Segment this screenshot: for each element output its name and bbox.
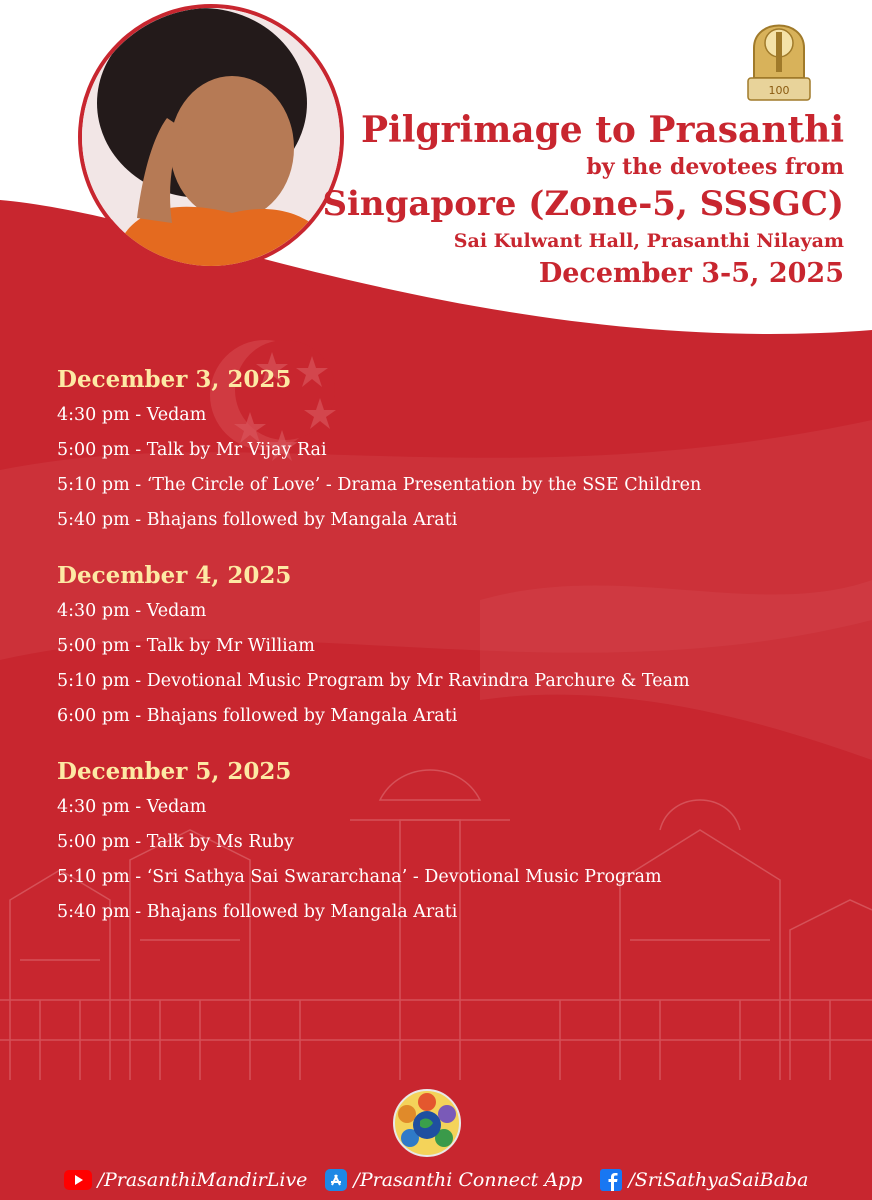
- app-link[interactable]: [325, 1169, 582, 1191]
- group-name: Singapore (Zone-5, SSSGC): [322, 184, 844, 224]
- title-block: [322, 108, 844, 292]
- day-heading: December 5, 2025: [57, 758, 292, 785]
- schedule-item: 4:30 pm - Vedam: [57, 405, 207, 425]
- centenary-emblem: [744, 8, 814, 108]
- schedule-item: 4:30 pm - Vedam: [57, 601, 207, 621]
- day-heading: December 3, 2025: [57, 366, 292, 393]
- venue: Sai Kulwant Hall, Prasanthi Nilayam: [453, 230, 844, 252]
- youtube-icon: [64, 1170, 92, 1190]
- page-title: Pilgrimage to Prasanthi: [360, 109, 844, 151]
- day-section: [57, 362, 701, 538]
- day-section: [57, 754, 701, 930]
- schedule-item: 5:00 pm - Talk by Mr Vijay Rai: [57, 440, 327, 460]
- app-store-icon: [325, 1169, 347, 1191]
- page-subtitle: by the devotees from: [586, 154, 844, 180]
- event-dates: December 3-5, 2025: [538, 258, 844, 289]
- schedule-item: 5:40 pm - Bhajans followed by Mangala Arati: [57, 902, 458, 922]
- schedule-item: 5:10 pm - ‘Sri Sathya Sai Swararchana’ - Devotional Music Program: [57, 867, 662, 887]
- emblem-label: 100: [768, 84, 790, 97]
- portrait-photo: [78, 4, 344, 270]
- schedule-item: 5:40 pm - Bhajans followed by Mangala Arati: [57, 510, 458, 530]
- day-heading: December 4, 2025: [57, 562, 292, 589]
- schedule-item: 5:00 pm - Talk by Mr William: [57, 636, 315, 656]
- schedule-item: 5:10 pm - ‘The Circle of Love’ - Drama Presentation by the SSE Children: [57, 475, 702, 495]
- day-section: [57, 558, 701, 734]
- schedule-item: 6:00 pm - Bhajans followed by Mangala Arati: [57, 706, 458, 726]
- schedule: [57, 362, 701, 950]
- schedule-item: 5:10 pm - Devotional Music Program by Mr Ravindra Parchure & Team: [57, 671, 690, 691]
- schedule-item: 5:00 pm - Talk by Ms Ruby: [57, 832, 294, 852]
- sai-organisation-logo: [392, 1088, 462, 1158]
- footer: [0, 1162, 872, 1198]
- app-name: /Prasanthi Connect App: [353, 1169, 583, 1191]
- facebook-handle: /SriSathyaSaiBaba: [628, 1169, 809, 1191]
- youtube-handle: /PrasanthiMandirLive: [97, 1169, 308, 1191]
- facebook-icon: [600, 1169, 622, 1191]
- facebook-link[interactable]: [600, 1169, 808, 1191]
- schedule-item: 4:30 pm - Vedam: [57, 797, 207, 817]
- youtube-link[interactable]: [64, 1169, 308, 1191]
